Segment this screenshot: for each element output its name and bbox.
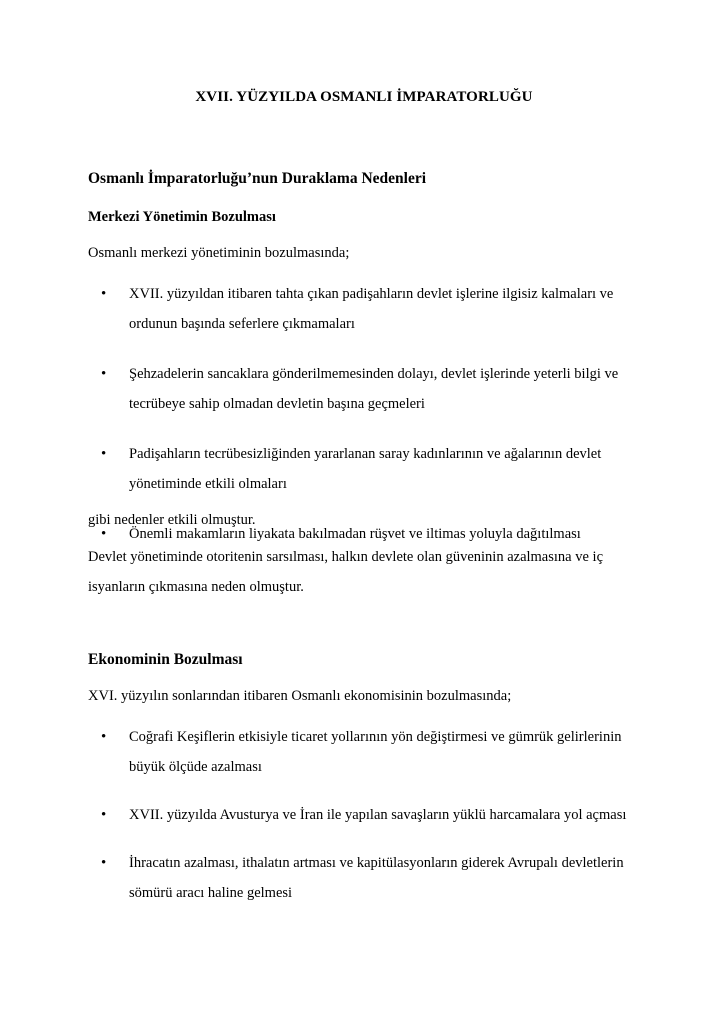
list-item: • Şehzadelerin sancaklara gönderilmemesinden dolayı, devlet işlerinde yeterli bilgi ve tecrübeye sahip olmadan devletin başına geçmeleri [88, 359, 668, 419]
list-item: • XVII. yüzyılda Avusturya ve İran ile yapılan savaşların yüklü harcamalara yol açması [88, 800, 668, 830]
bullet-icon: • [101, 526, 107, 542]
list-item: • Önemli makamların liyakata bakılmadan rüşvet ve iltimas yoluyla dağıtılması [88, 519, 668, 549]
bullet-icon: • [101, 286, 107, 302]
list-item: • XVII. yüzyıldan itibaren tahta çıkan padişahların devlet işlerine ilgisiz kalmaları ve ordunun başında seferlere çıkmamaları [88, 279, 668, 339]
bullet-icon: • [101, 366, 107, 382]
list-item: • Padişahların tecrübesizliğinden yararlanan saray kadınlarının ve ağalarının devlet yönetiminde etkili olmaları [88, 439, 668, 499]
bullet-icon: • [101, 446, 107, 462]
document-title: XVII. YÜZYILDA OSMANLI İMPARATORLUĞU [195, 89, 533, 105]
list-item: • Coğrafi Keşiflerin etkisiyle ticaret yollarının yön değiştirmesi ve gümrük gelirlerinin büyük ölçüde azalması [88, 722, 668, 782]
list-item: • İhracatın azalması, ithalatın artması ve kapitülasyonların giderek Avrupalı devletlerin sömürü aracı haline gelmesi [88, 848, 668, 908]
section-heading-stagnation: Osmanlı İmparatorluğu’nun Duraklama Nedenleri [88, 170, 427, 187]
bullet-icon: • [101, 729, 107, 745]
paragraph-intro-central: Osmanlı merkezi yönetiminin bozulmasında; [88, 245, 350, 261]
paragraph-intro-economy: XVI. yüzyılın sonlarından itibaren Osmanlı ekonomisinin bozulmasında; [88, 688, 512, 704]
paragraph-summary: Devlet yönetiminde otoritenin sarsılması, halkın devlete olan güveninin azalmasına ve iç isyanların çıkmasına neden olmuştur. [88, 549, 604, 595]
bullet-icon: • [101, 807, 107, 823]
bullet-list-economy [88, 722, 668, 908]
section-heading-economy: Ekonominin Bozulması [88, 651, 243, 668]
bullet-icon: • [101, 855, 107, 871]
paragraph-conclusion: gibi nedenler etkili olmuştur. [88, 512, 256, 528]
subheading-central-administration: Merkezi Yönetimin Bozulması [88, 209, 276, 225]
